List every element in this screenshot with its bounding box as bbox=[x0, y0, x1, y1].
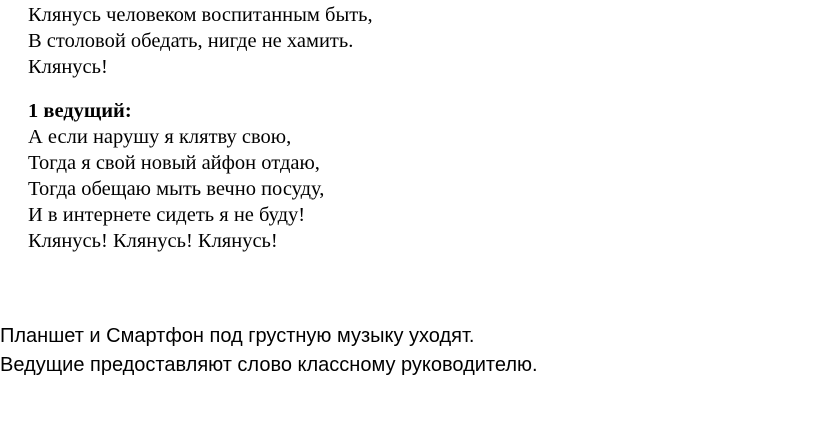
verse-line: Тогда обещаю мыть вечно посуду, bbox=[28, 178, 325, 200]
verse-line: В столовой обедать, нигде не хамить. bbox=[28, 30, 354, 52]
verse-line: И в интернете сидеть я не буду! bbox=[28, 204, 306, 226]
verse-line: Тогда я свой новый айфон отдаю, bbox=[28, 152, 320, 174]
stage-direction-line: Планшет и Смартфон под грустную музыку уходят. bbox=[0, 325, 475, 347]
stage-directions bbox=[0, 322, 538, 380]
verse-1 bbox=[28, 2, 373, 80]
verse-line: Клянусь! bbox=[28, 56, 108, 78]
verse-2 bbox=[28, 124, 324, 254]
speaker-label: 1 ведущий: bbox=[28, 100, 132, 122]
stage-direction-line: Ведущие предоставляют слово классному руководителю. bbox=[0, 354, 538, 376]
verse-line: Клянусь человеком воспитанным быть, bbox=[28, 4, 373, 26]
verse-line: А если нарушу я клятву свою, bbox=[28, 126, 292, 148]
verse-line: Клянусь! Клянусь! Клянусь! bbox=[28, 230, 278, 252]
